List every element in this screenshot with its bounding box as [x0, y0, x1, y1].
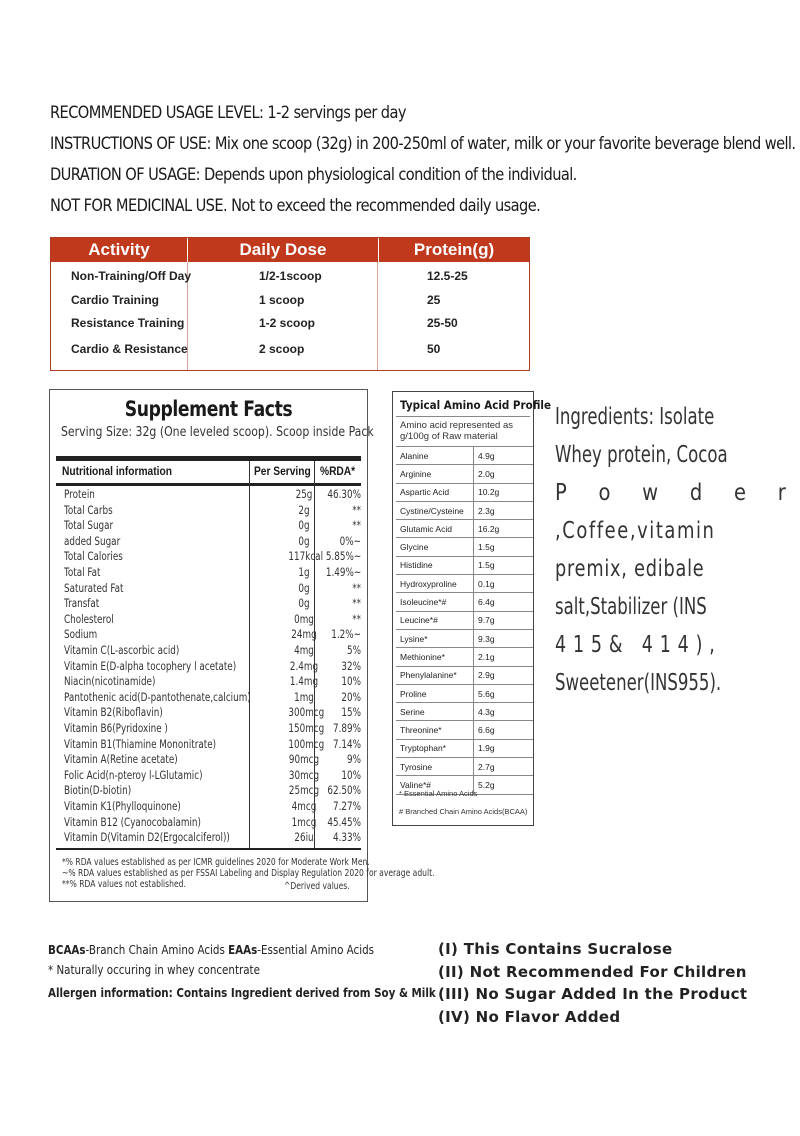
nutrition-row: Sodium 24mg 1.2%~ [64, 628, 361, 642]
usage-level: RECOMMENDED USAGE LEVEL: 1-2 servings per day [50, 103, 406, 123]
nutrition-row: Vitamin C(L-ascorbic acid) 4mg 5% [64, 644, 361, 657]
amino-row: Aspartic Acid 10.2g [396, 483, 533, 501]
supplement-facts-title: Supplement Facts [124, 397, 293, 421]
note-item: (II) Not Recommended For Children [438, 962, 747, 981]
nutrition-row: Total Carbs 2g ** [64, 503, 361, 517]
amino-row: Glycine 1.5g [396, 538, 533, 556]
instructions-of-use: INSTRUCTIONS OF USE: Mix one scoop (32g) in 200-250ml of water, milk or your favorite beverage blend well. [50, 134, 796, 154]
ingredients-line: salt,Stabilizer (INS [555, 594, 707, 620]
nutrition-row: Vitamin B12 (Cyanocobalamin) 1mcg 45.45% [64, 815, 361, 829]
amino-row: Glutamic Acid 16.2g [396, 520, 533, 538]
divider [396, 416, 530, 417]
nutrition-row: Pantothenic acid(D-pantothenate,calcium) 1mg 20% [64, 690, 361, 704]
header-daily-dose: Daily Dose [187, 238, 379, 262]
nutrition-row: added Sugar 0g 0%~ [64, 534, 361, 548]
column-divider [377, 262, 378, 370]
ingredients [555, 398, 786, 702]
footnote: *% RDA values established as per ICMR guidelines 2020 for Moderate Work Men. [62, 857, 370, 868]
derived-note: ^Derived values. [284, 881, 350, 892]
medicinal-warning: NOT FOR MEDICINAL USE. Not to exceed the recommended daily usage. [50, 196, 541, 216]
product-notes [438, 938, 747, 1028]
dose-table-header [51, 238, 529, 262]
ingredients-line: ,Coffee,vitamin [555, 518, 716, 544]
amino-row: Arginine 2.0g [396, 465, 533, 483]
nutrition-row: Biotin(D-biotin) 25mcg 62.50% [64, 784, 361, 798]
amino-row: Leucine*# 9.7g [396, 611, 533, 629]
amino-row: Cystine/Cysteine 2.3g [396, 501, 533, 519]
nutrition-row: Vitamin D(Vitamin D2(Ergocalciferol)) 26iu 4.33% [64, 831, 361, 845]
amino-row: Methionine* 2.1g [396, 648, 533, 666]
ingredients-line: premix, edibale [555, 556, 705, 582]
amino-row: Isoleucine*# 6.4g [396, 593, 533, 611]
footnote: ~% RDA values established as per FSSAI Labeling and Display Regulation 2020 for average adult. [62, 868, 435, 879]
abbreviations-block [48, 940, 499, 1003]
note-item: (III) No Sugar Added In the Product [438, 985, 748, 1003]
header-protein: Protein(g) [413, 240, 495, 259]
serving-size: Serving Size: 32g (One leveled scoop). Scoop inside Pack [61, 425, 374, 440]
amino-table [396, 446, 533, 796]
amino-row: Hydroxyproline 0.1g [396, 575, 533, 593]
amino-row: Proline 5.6g [396, 684, 533, 702]
ingredients-line: Ingredients: Isolate [555, 404, 715, 430]
nutrition-row: Vitamin K1(Phylloquinone) 4mcg 7.27% [64, 800, 361, 813]
nutrition-row: Vitamin B6(Pyridoxine ) 150mcg 7.89% [64, 722, 361, 735]
nutrition-row: Total Sugar 0g ** [64, 519, 361, 533]
nutrition-row: Vitamin B2(Riboflavin) 300mcg 15% [64, 706, 361, 720]
footnote: **% RDA values not established. [62, 879, 186, 890]
nutrition-row: Niacin(nicotinamide) 1.4mg 10% [64, 675, 361, 689]
nutrition-row: Vitamin E(D-alpha tocophery l acetate) 2.4mg 32% [64, 659, 361, 673]
allergen-info: Allergen information: Contains Ingredient derived from Soy & Milk [48, 986, 436, 1000]
amino-row: Phenylalanine* 2.9g [396, 666, 533, 684]
amino-footnote: * Essential Amino Acids [399, 789, 478, 798]
nutrition-row: Total Calories 117kcal 5.85%~ [64, 550, 362, 564]
amino-row: Threonine* 6.6g [396, 721, 533, 739]
nutrition-row: Cholesterol 0mg ** [64, 612, 361, 626]
amino-title: Typical Amino Acid Profile [400, 398, 551, 412]
abbreviations: BCAAs-Branch Chain Amino Acids EAAs-Essential Amino Acids [48, 943, 375, 957]
amino-row: Serine 4.3g [396, 703, 533, 721]
nutrition-row: Saturated Fat 0g ** [64, 581, 361, 595]
usage-instructions [50, 98, 796, 222]
divider [56, 848, 361, 850]
supplement-facts-panel [49, 389, 435, 902]
ingredients-line: P o w d e r [555, 480, 786, 506]
ingredients-line: Sweetener(INS955). [555, 670, 722, 696]
ingredients-line: 415& 414), [555, 632, 722, 658]
nutrition-row: Transfat 0g ** [64, 597, 361, 611]
naturally-occurring-note: * Naturally occuring in whey concentrate [48, 963, 260, 977]
amino-row: Alanine 4.9g [396, 447, 533, 465]
nutrition-row: Total Fat 1g 1.49%~ [64, 566, 362, 579]
duration-of-usage: DURATION OF USAGE: Depends upon physiological condition of the individual. [50, 165, 577, 185]
amino-row: Tryptophan* 1.9g [396, 739, 533, 757]
note-item: (I) This Contains Sucralose [438, 940, 673, 958]
daily-dose-table: Activity Daily Dose Protein(g) Non-Training/Off Day 1/2-1scoop 12.5-25 Cardio Training 1 scoop 25 Resistance Training 1-2 scoop 25-50 Cardio & Resistance 2 scoop 50 [50, 237, 530, 371]
nutrition-row: Vitamin A(Retine acetate) 90mcg 9% [64, 753, 361, 767]
amino-subtitle: Amino acid represented as g/100g of Raw material [400, 420, 514, 442]
amino-acid-profile [392, 391, 551, 826]
amino-row: Histidine 1.5g [396, 556, 533, 574]
nutrition-row: Vitamin B1(Thiamine Mononitrate) 100mcg 7.14% [64, 737, 361, 751]
ingredients-line: Whey protein, Cocoa [555, 442, 728, 468]
nutrition-header: Nutritional information Per Serving %RDA* [62, 464, 356, 478]
amino-footnote: # Branched Chain Amino Acids(BCAA) [399, 807, 528, 816]
amino-row: Tyrosine 2.7g [396, 758, 533, 776]
nutrition-row: Folic Acid(n-pteroy l-LGlutamic) 30mcg 10% [64, 768, 361, 782]
nutrition-row: Protein 25g 46.30% [64, 488, 361, 501]
amino-row: Lysine* 9.3g [396, 629, 533, 647]
note-item: (IV) No Flavor Added [438, 1007, 621, 1026]
divider [56, 483, 361, 486]
amino-row: Valine*# 5.2g [396, 776, 533, 794]
header-activity: Activity [88, 240, 150, 259]
